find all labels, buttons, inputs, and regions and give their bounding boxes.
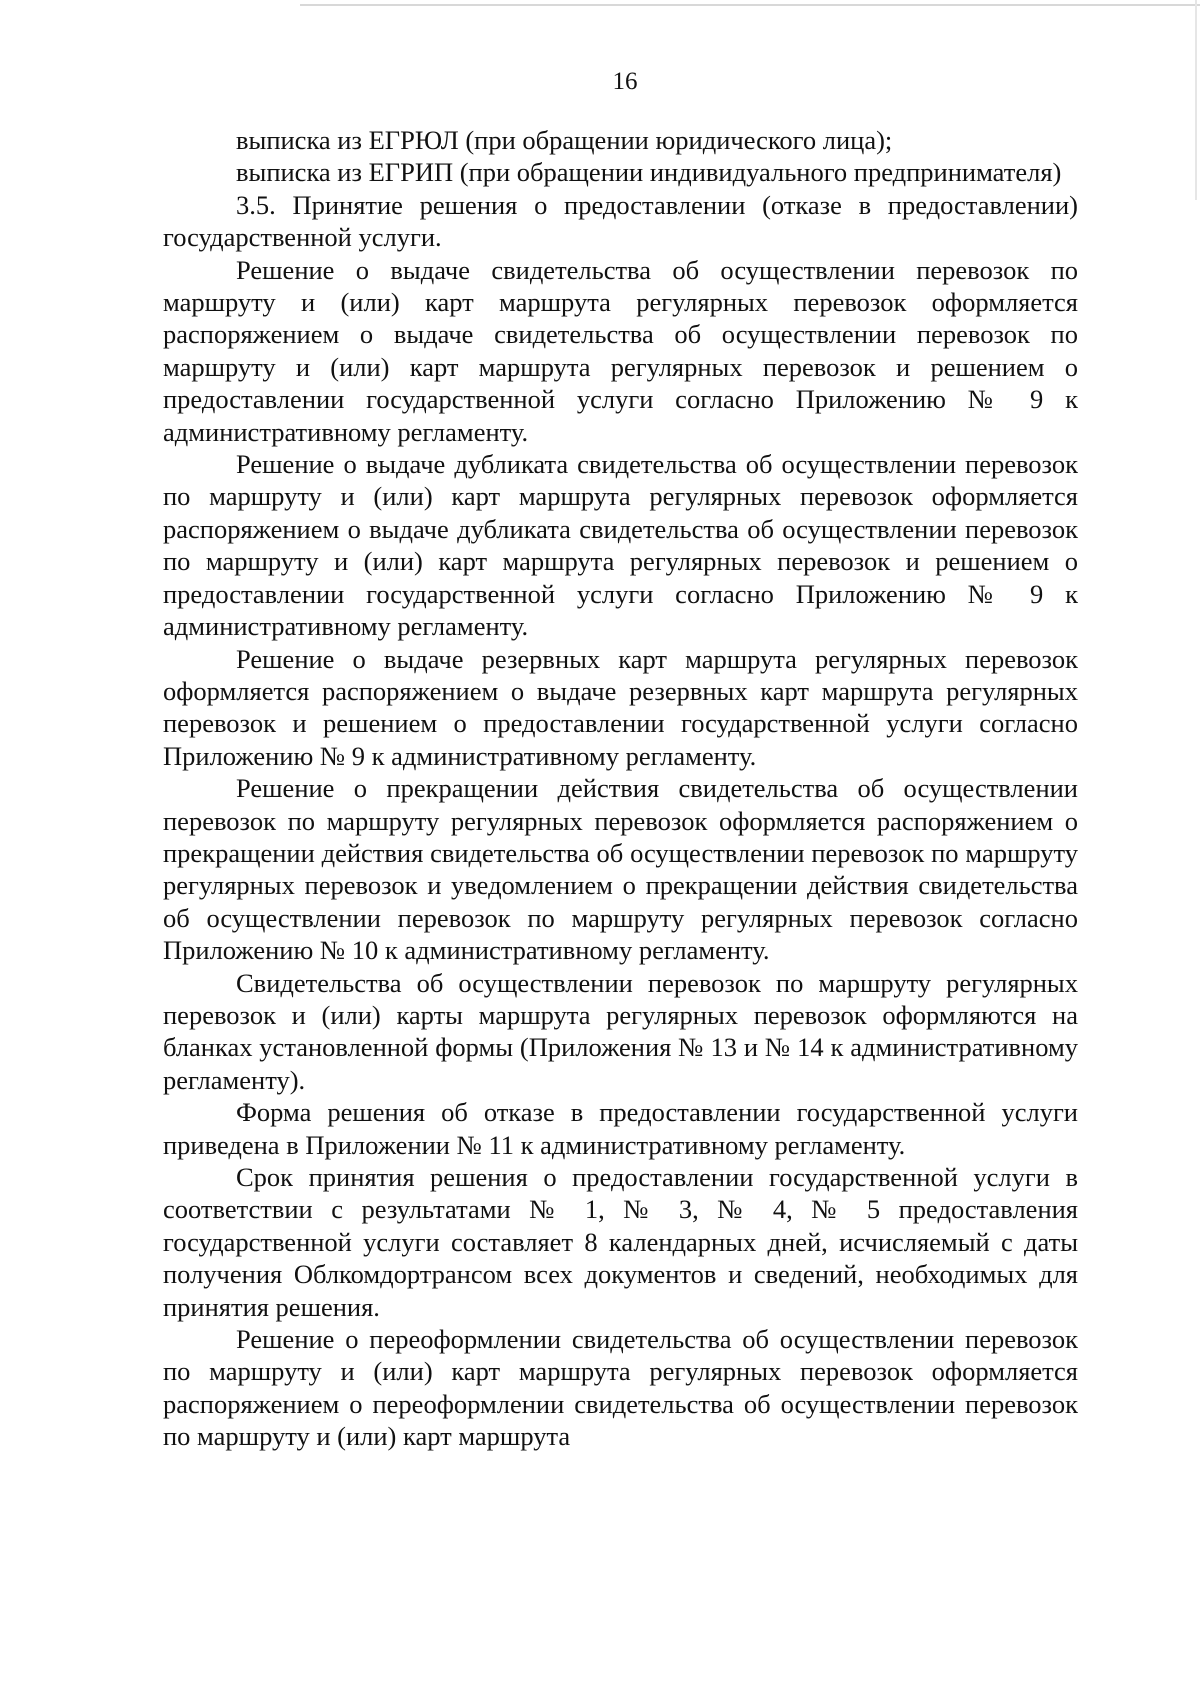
paragraph-egrip-extract: выписка из ЕГРИП (при обращении индивидуального предпринимателя)	[236, 157, 1062, 188]
scan-edge-right	[1195, 0, 1197, 200]
paragraph-reserve-cards-decision: Решение о выдаче резервных карт маршрута регулярных перевозок оформляется распоряжением о выдаче резервных карт маршрута регулярных перевозок и решением о предоставлении государственной услуги согласно Приложению № 9 к административному регламенту.	[163, 643, 1078, 771]
paragraph-reissue-decision: Решение о переоформлении свидетельства об осуществлении перевозок по маршруту и (или) карт маршрута регулярных перевозок оформляется распоряжением о переоформлении свидетельства об осуществлении перевозок по маршруту и (или) карт маршрута	[163, 1324, 1078, 1452]
paragraph-decision-deadline: Срок принятия решения о предоставлении государственной услуги в соответствии с результатами № 1, № 3, № 4, № 5 предоставления государственной услуги составляет 8 календарных дней, исчисляемый с даты получения Облкомдортрансом всех документов и сведений, необходимых для принятия решения.	[163, 1162, 1078, 1322]
body-text	[163, 124, 1078, 1453]
page-number: 16	[612, 68, 638, 95]
paragraph-section-3-5-heading: 3.5. Принятие решения о предоставлении (отказе в предоставлении) государственной услуги.	[163, 189, 1078, 253]
paragraph-duplicate-decision: Решение о выдаче дубликата свидетельства об осуществлении перевозок по маршруту и (или) карт маршрута регулярных перевозок оформляется распоряжением о выдаче дубликата свидетельства об осуществлении перевозок по маршруту и (или) карт маршрута регулярных перевозок и решением о предоставлении государственной услуги согласно Приложению № 9 к административному регламенту.	[163, 449, 1078, 642]
paragraph-certificate-forms: Свидетельства об осуществлении перевозок по маршруту регулярных перевозок и (или) карты маршрута регулярных перевозок оформляются на бланках установленной формы (Приложения № 13 и № 14 к административному регламенту).	[163, 967, 1078, 1095]
paragraph-egrul-extract: выписка из ЕГРЮЛ (при обращении юридического лица);	[236, 125, 893, 155]
paragraph-certificate-decision: Решение о выдаче свидетельства об осуществлении перевозок по маршруту и (или) карт маршрута регулярных перевозок оформляется распоряжением о выдаче свидетельства об осуществлении перевозок по маршруту и (или) карт маршрута регулярных перевозок и решением о предоставлении государственной услуги согласно Приложению № 9 к административному регламенту.	[163, 254, 1078, 447]
paragraph-refusal-form: Форма решения об отказе в предоставлении государственной услуги приведена в Приложении № 11 к административному регламенту.	[163, 1097, 1078, 1160]
scan-edge-top	[300, 4, 1200, 6]
paragraph-termination-decision: Решение о прекращении действия свидетельства об осуществлении перевозок по маршруту регулярных перевозок оформляется распоряжением о прекращении действия свидетельства об осуществлении перевозок по маршруту регулярных перевозок и уведомлением о прекращении действия свидетельства об осуществлении перевозок по маршруту регулярных перевозок согласно Приложению № 10 к административному регламенту.	[163, 773, 1078, 966]
